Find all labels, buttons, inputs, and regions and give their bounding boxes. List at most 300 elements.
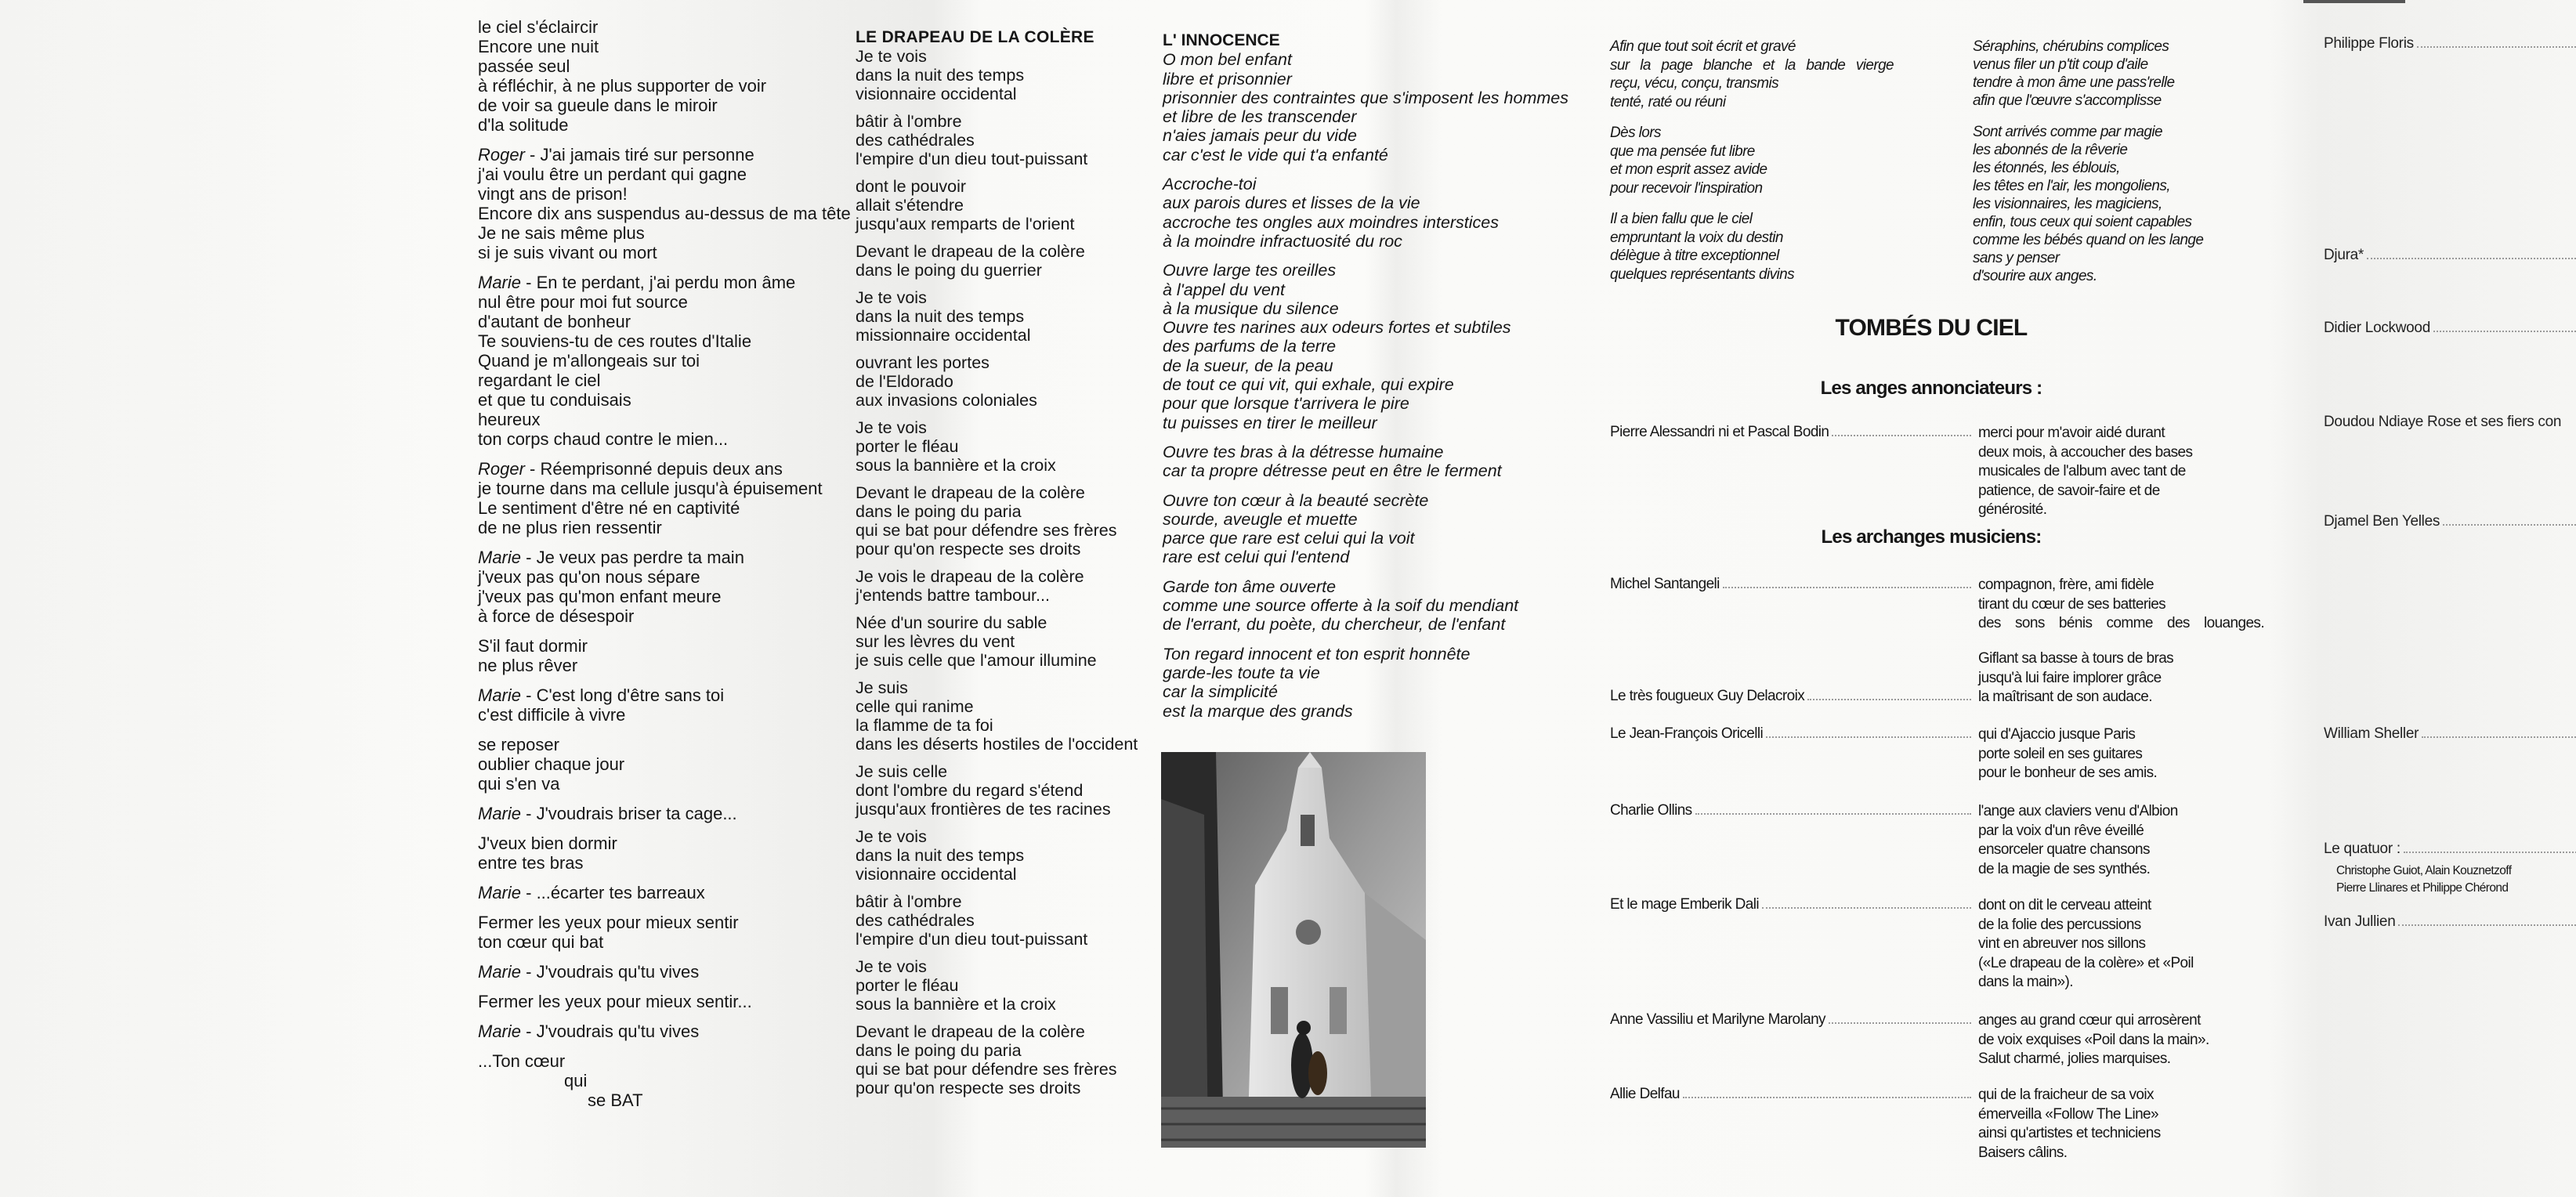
quartet-members bbox=[2336, 862, 2511, 897]
lyric-line: sur les lèvres du vent bbox=[856, 632, 1015, 651]
lyric-line: Je te vois bbox=[856, 827, 927, 846]
lyric-line: les étonnés, les éblouis, bbox=[1973, 160, 2120, 176]
lyric-line: ensorceler quatre chansons bbox=[1978, 841, 2150, 858]
lyric-line: jusqu'aux remparts de l'orient bbox=[856, 215, 1075, 233]
lyric-line: car ta propre détresse peut en être le ferment bbox=[1163, 461, 1502, 481]
credit-name-row bbox=[2324, 913, 2576, 931]
stanza bbox=[1163, 577, 1568, 635]
line-text: sur la page blanche et la bande vierge bbox=[1610, 56, 1894, 74]
dotted-leader bbox=[1762, 896, 1971, 909]
credit-name-row bbox=[2324, 320, 2576, 337]
lyric-line: ainsi qu'artistes et techniciens bbox=[1978, 1125, 2161, 1141]
lyric-line: empruntant la voix du destin bbox=[1610, 229, 1783, 246]
stanza bbox=[478, 883, 851, 902]
lyric-line: Giflant sa basse à tours de bras bbox=[1978, 650, 2174, 667]
lyric-line: si je suis vivant ou mort bbox=[478, 243, 657, 262]
dotted-leader bbox=[1695, 802, 1971, 815]
lyric-line: des cathédrales bbox=[856, 131, 975, 150]
stanza bbox=[856, 418, 1138, 475]
lyric-line: Afin que tout soit écrit et gravé bbox=[1610, 38, 1796, 55]
stanza bbox=[478, 1022, 851, 1041]
lyric-line: visionnaire occidental bbox=[856, 865, 1017, 884]
speaker-name: Marie bbox=[478, 273, 522, 292]
lyric-line: j'veux pas qu'on nous sépare bbox=[478, 567, 700, 587]
lyric-line: à l'appel du vent bbox=[1163, 280, 1285, 299]
credits-title: TOMBÉS DU CIEL bbox=[1835, 315, 2028, 341]
credit-name: Doudou Ndiaye Rose et ses fiers con bbox=[2324, 414, 2562, 430]
lyric-line: bâtir à l'ombre bbox=[856, 112, 962, 131]
credit-name-row bbox=[2324, 841, 2576, 858]
credit-name: Djura* bbox=[2324, 247, 2364, 263]
lyric-line: générosité. bbox=[1978, 501, 2047, 518]
line-text: - Réemprisonné depuis deux ans bbox=[524, 459, 783, 479]
dotted-leader bbox=[2443, 513, 2576, 526]
lyric-line: entre tes bras bbox=[478, 853, 584, 873]
lyric-line: Fermer les yeux pour mieux sentir... bbox=[478, 992, 752, 1011]
stanza bbox=[1610, 124, 1894, 197]
lyric-line: vint en abreuver nos sillons bbox=[1978, 935, 2146, 952]
lyric-line: dans la nuit des temps bbox=[856, 307, 1025, 326]
quartet-member-line: Pierre Llinares et Philippe Chérond bbox=[2336, 881, 2509, 895]
lyric-line: Je suis bbox=[856, 678, 908, 697]
lyric-line: patience, de savoir-faire et de bbox=[1978, 482, 2160, 499]
lyric-line: («Le drapeau de la colère» et «Poil bbox=[1978, 954, 2194, 971]
credit-name: Et le mage Emberik Dali bbox=[1610, 896, 1759, 913]
lyric-line: allait s'étendre bbox=[856, 196, 964, 215]
dotted-leader bbox=[2404, 841, 2576, 853]
credit-description bbox=[1978, 725, 2157, 783]
lyric-line: de l'errant, du poète, du chercheur, de l'enfant bbox=[1163, 615, 1506, 635]
lyric-line: compagnon, frère, ami fidèle bbox=[1978, 577, 2154, 593]
lyric-line: délègue à titre exceptionnel bbox=[1610, 248, 1779, 264]
line-text: - ...écarter tes barreaux bbox=[521, 883, 705, 902]
credit-name: Anne Vassiliu et Marilyne Marolany bbox=[1610, 1011, 1825, 1028]
lyric-line: heureux bbox=[478, 410, 541, 429]
lyric-line: ne plus rêver bbox=[478, 656, 578, 675]
lyric-line: de ne plus rien ressentir bbox=[478, 518, 662, 537]
credit-name-row bbox=[1610, 725, 1974, 743]
lyric-line: à réfléchir, à ne plus supporter de voir bbox=[478, 76, 767, 96]
lyric-line: Devant le drapeau de la colère bbox=[856, 1022, 1085, 1041]
lyric-line: pour recevoir l'inspiration bbox=[1610, 179, 1763, 197]
lyric-line: celle qui ranime bbox=[856, 697, 974, 716]
lyric-line: émerveilla «Follow The Line» bbox=[1978, 1105, 2158, 1123]
lyric-line: j'entends battre tambour... bbox=[856, 586, 1050, 605]
dotted-leader bbox=[1807, 688, 1971, 700]
lyric-line: Sont arrivés comme par magie bbox=[1973, 124, 2162, 140]
dotted-leader bbox=[1832, 424, 1971, 436]
lyric-line: Baisers câlins. bbox=[1978, 1144, 2068, 1161]
stanza bbox=[478, 913, 851, 952]
lyric-line: dans la nuit des temps bbox=[856, 66, 1025, 85]
lyric-line: deux mois, à accoucher des bases bbox=[1978, 443, 2193, 461]
stanza bbox=[478, 685, 851, 725]
credit-name-row bbox=[1610, 1086, 1974, 1103]
dotted-leader bbox=[1723, 576, 1971, 588]
lyric-line: dont l'ombre du regard s'étend bbox=[856, 781, 1084, 800]
lyric-line: porter le fléau bbox=[856, 976, 959, 995]
lyric-line bbox=[478, 273, 851, 292]
lyric-line: tenté, raté ou réuni bbox=[1610, 93, 1726, 110]
lyric-line: des cathédrales bbox=[856, 911, 975, 930]
credit-description bbox=[1978, 1086, 2161, 1163]
stanza bbox=[856, 1022, 1138, 1098]
lyric-line: qui s'en va bbox=[478, 774, 560, 794]
lyric-line: de la sueur, de la peau bbox=[1163, 356, 1333, 375]
lyric-line: Séraphins, chérubins complices bbox=[1973, 38, 2169, 55]
stanza bbox=[1973, 38, 2203, 110]
credit-name-row bbox=[1610, 688, 1974, 705]
lyric-line: Devant le drapeau de la colère bbox=[856, 242, 1085, 261]
speaker-name: Marie bbox=[478, 548, 522, 567]
stanza bbox=[856, 678, 1138, 754]
stanza bbox=[856, 242, 1138, 280]
line-text: - J'voudrais qu'tu vives bbox=[521, 1022, 700, 1041]
lyric-line: aux invasions coloniales bbox=[856, 391, 1037, 410]
lyric-line: vingt ans de prison! bbox=[478, 184, 628, 204]
lyric-line bbox=[478, 685, 851, 705]
lyric-line: Garde ton âme ouverte bbox=[1163, 577, 1337, 596]
lyric-line: quelques représentants divins bbox=[1610, 266, 1795, 283]
lyric-line: afin que l'œuvre s'accomplisse bbox=[1973, 92, 2162, 109]
stanza bbox=[856, 762, 1138, 819]
lyric-line: Le sentiment d'être né en captivité bbox=[478, 498, 740, 518]
lyric-line: sourde, aveugle et muette bbox=[1163, 509, 1358, 529]
lyric-line: Ouvre tes bras à la détresse humaine bbox=[1163, 442, 1444, 461]
lyric-line: garde-les toute ta vie bbox=[1163, 663, 1320, 682]
stanza bbox=[1163, 491, 1568, 567]
stanza bbox=[478, 992, 851, 1011]
credit-name: Didier Lockwood bbox=[2324, 320, 2430, 336]
lyric-line: d'la solitude bbox=[478, 115, 569, 135]
lyric-line: ...Ton cœur bbox=[478, 1051, 566, 1071]
credit-name: Djamel Ben Yelles bbox=[2324, 513, 2440, 530]
speaker-name: Marie bbox=[478, 883, 522, 902]
lyric-line: les têtes en l'air, les mongoliens, bbox=[1973, 178, 2170, 194]
dotted-leader bbox=[1683, 1086, 1971, 1098]
stanza bbox=[1163, 645, 1568, 721]
stanza bbox=[856, 353, 1138, 410]
lyric-line: se reposer bbox=[478, 735, 559, 754]
lyric-line: passée seul bbox=[478, 56, 570, 76]
credit-description bbox=[1978, 576, 2264, 634]
lyric-line: de la magie de ses synthés. bbox=[1978, 860, 2151, 877]
lyric-line: dans le poing du paria bbox=[856, 502, 1022, 521]
lyric-line bbox=[478, 883, 851, 902]
dotted-leader bbox=[2398, 913, 2576, 926]
lyric-line: enfin, tous ceux qui soient capables bbox=[1973, 214, 2192, 230]
dotted-leader bbox=[2433, 320, 2576, 332]
lyric-line: sans y penser bbox=[1973, 250, 2060, 266]
dotted-leader bbox=[1829, 1011, 1971, 1024]
lyric-line: ouvrant les portes bbox=[856, 353, 990, 372]
lyric-line: bâtir à l'ombre bbox=[856, 892, 962, 911]
lyric-line: dont le pouvoir bbox=[856, 177, 967, 196]
credit-name: Philippe Floris bbox=[2324, 35, 2414, 52]
lyric-line: n'aies jamais peur du vide bbox=[1163, 126, 1357, 146]
lyric-line bbox=[478, 804, 851, 823]
credit-name: Michel Santangeli bbox=[1610, 576, 1720, 592]
lyric-line: l'empire d'un dieu tout-puissant bbox=[856, 930, 1088, 949]
lyric-line: porter le fléau bbox=[856, 437, 959, 456]
dotted-leader bbox=[2422, 725, 2576, 738]
song-title: L' INNOCENCE bbox=[1163, 31, 1280, 49]
lyric-line: aux parois dures et lisses de la vie bbox=[1163, 193, 1420, 213]
lyric-line: Quand je m'allongeais sur toi bbox=[478, 351, 700, 371]
lyric-line: les visionnaires, les magiciens, bbox=[1973, 196, 2162, 212]
lyric-line bbox=[478, 145, 851, 165]
lyric-line: l'ange aux claviers venu d'Albion bbox=[1978, 803, 2178, 819]
heralds-heading: Les anges annonciateurs : bbox=[1820, 378, 2042, 399]
stanza bbox=[1163, 50, 1568, 165]
lyric-line: qui se bat pour défendre ses frères bbox=[856, 1060, 1117, 1079]
lyric-line: de tout ce qui vit, qui exhale, qui expire bbox=[1163, 375, 1454, 395]
lyric-line: musicales de l'album avec tant de bbox=[1978, 463, 2186, 479]
line-text: - J'voudrais qu'tu vives bbox=[521, 962, 700, 982]
credit-name: Pierre Alessandri ni et Pascal Bodin bbox=[1610, 424, 1829, 440]
lyric-line: que ma pensée fut libre bbox=[1610, 143, 1755, 160]
speaker-name: Roger bbox=[478, 145, 525, 165]
lyric-line: Je te vois bbox=[856, 47, 927, 66]
line-text: des sons bénis comme des louanges. bbox=[1978, 615, 2264, 631]
lyric-line: le ciel s'éclaircir bbox=[478, 17, 599, 37]
lyric-line: à la moindre infractuosité du roc bbox=[1163, 231, 1402, 251]
line-text: - En te perdant, j'ai perdu mon âme bbox=[521, 273, 796, 292]
stanza bbox=[1163, 261, 1568, 432]
lyric-line: tirant du cœur de ses batteries bbox=[1978, 595, 2166, 613]
lyric-line: porte soleil en ses guitares bbox=[1978, 745, 2143, 762]
lyric-line: qui d'Ajaccio jusque Paris bbox=[1978, 726, 2136, 743]
lyric-line: regardant le ciel bbox=[478, 371, 601, 390]
line-text: qui bbox=[564, 1071, 588, 1090]
lyric-line: ton corps chaud contre le mien... bbox=[478, 429, 729, 449]
lyric-line: dans la main»). bbox=[1978, 974, 2073, 990]
lyric-line: visionnaire occidental bbox=[856, 85, 1017, 103]
stanza bbox=[856, 112, 1138, 168]
lyric-line: Ouvre large tes oreilles bbox=[1163, 261, 1337, 280]
stanza bbox=[856, 288, 1138, 345]
lyric-line: dans la nuit des temps bbox=[856, 846, 1025, 865]
dotted-leader bbox=[1766, 725, 1971, 738]
lyric-line: Encore une nuit bbox=[478, 37, 599, 56]
lyric-line: d'autant de bonheur bbox=[478, 312, 631, 331]
lyric-line: dans le poing du guerrier bbox=[856, 261, 1042, 280]
lyric-line: tu puisses en tirer le meilleur bbox=[1163, 413, 1377, 432]
church-photo bbox=[1161, 752, 1426, 1148]
stanza bbox=[478, 636, 851, 675]
lyric-line: J'veux bien dormir bbox=[478, 834, 617, 853]
lyric-line: comme une source offerte à la soif du mendiant bbox=[1163, 596, 1519, 616]
lyric-line: Encore dix ans suspendus au-dessus de ma tête bbox=[478, 204, 851, 223]
lyric-line: Née d'un sourire du sable bbox=[856, 613, 1047, 632]
credit-name-row bbox=[1610, 424, 1974, 441]
lyric-line: nul être pour moi fut source bbox=[478, 292, 688, 312]
credit-name-row bbox=[1610, 896, 1974, 913]
lyric-line: merci pour m'avoir aidé durant bbox=[1978, 425, 2165, 441]
lyric-line: parce que rare est celui qui la voit bbox=[1163, 529, 1415, 548]
stanza bbox=[1610, 210, 1894, 284]
lyric-line: Accroche-toi bbox=[1163, 175, 1257, 194]
lyric-line: car la simplicité bbox=[1163, 682, 1278, 702]
lyric-line: et mon esprit assez avide bbox=[1610, 161, 1767, 178]
line-text: - Je veux pas perdre ta main bbox=[521, 548, 744, 567]
lyric-line: pour qu'on respecte ses droits bbox=[856, 540, 1081, 559]
credit-name: Le Jean-François Oricelli bbox=[1610, 725, 1764, 742]
lyrics-le-drapeau-de-la-colere bbox=[856, 28, 1138, 1106]
lyric-line: à force de désespoir bbox=[478, 606, 635, 626]
stanza bbox=[856, 177, 1138, 233]
speaker-name: Marie bbox=[478, 685, 522, 705]
lyric-line: prisonnier des contraintes que s'imposent les hommes bbox=[1163, 88, 1568, 107]
lyric-line: Dès lors bbox=[1610, 125, 1661, 141]
credit-name-row bbox=[2324, 35, 2576, 52]
lyric-line: j'veux pas qu'mon enfant meure bbox=[478, 587, 722, 606]
lyric-line bbox=[478, 1090, 851, 1110]
lyric-line: sous la bannière et la croix bbox=[856, 995, 1056, 1014]
lyric-line: rare est celui qui l'entend bbox=[1163, 548, 1350, 567]
stanza bbox=[1163, 175, 1568, 251]
stanza bbox=[856, 613, 1138, 670]
stanza bbox=[478, 17, 851, 135]
lyric-line bbox=[478, 548, 851, 567]
lyric-line: des parfums de la terre bbox=[1163, 337, 1337, 356]
credit-name-row bbox=[2324, 725, 2576, 743]
lyric-line bbox=[478, 962, 851, 982]
dedication-poem-left bbox=[1610, 38, 1894, 296]
credit-name-row bbox=[2324, 513, 2576, 530]
lyric-line: de l'Eldorado bbox=[856, 372, 953, 391]
lyric-line: libre et prisonnier bbox=[1163, 69, 1292, 89]
lyric-line: Te souviens-tu de ces routes d'Italie bbox=[478, 331, 752, 351]
lyric-line: Ton regard innocent et ton esprit honnête bbox=[1163, 644, 1471, 664]
lyric-line: de voir sa gueule dans le miroir bbox=[478, 96, 718, 115]
lyric-line: anges au grand cœur qui arrosèrent bbox=[1978, 1012, 2201, 1029]
scan-edge bbox=[2303, 0, 2405, 3]
stanza bbox=[856, 567, 1138, 605]
lyric-line: Je vois le drapeau de la colère bbox=[856, 567, 1084, 586]
lyric-line: la maîtrisant de son audace. bbox=[1978, 689, 2152, 705]
credit-name-row bbox=[1610, 1011, 1974, 1029]
credit-name: Allie Delfau bbox=[1610, 1086, 1680, 1102]
lyric-line: dont on dit le cerveau atteint bbox=[1978, 897, 2151, 913]
stanza bbox=[1973, 123, 2203, 285]
line-text: - J'ai jamais tiré sur personne bbox=[524, 145, 754, 165]
credit-name-row bbox=[2324, 414, 2576, 431]
lyric-line: et libre de les transcender bbox=[1163, 107, 1357, 127]
lyric-line: qui se bat pour défendre ses frères bbox=[856, 521, 1117, 540]
lyric-line bbox=[478, 1022, 851, 1041]
credit-description bbox=[1978, 424, 2192, 520]
lyric-line: les abonnés de la rêverie bbox=[1973, 142, 2128, 158]
lyric-line: la flamme de ta foi bbox=[856, 716, 993, 735]
lyrics-l-innocence bbox=[1163, 31, 1568, 731]
lyric-line: Fermer les yeux pour mieux sentir bbox=[478, 913, 739, 932]
stanza bbox=[478, 804, 851, 823]
lyric-line: missionnaire occidental bbox=[856, 326, 1031, 345]
speaker-name: Marie bbox=[478, 804, 522, 823]
stanza bbox=[478, 735, 851, 794]
lyric-line: pour le bonheur de ses amis. bbox=[1978, 765, 2158, 781]
speaker-name: Roger bbox=[478, 459, 525, 479]
lyric-line: d'sourire aux anges. bbox=[1973, 268, 2097, 284]
lyric-line: qui de la fraicheur de sa voix bbox=[1978, 1087, 2154, 1103]
stanza bbox=[856, 957, 1138, 1014]
lyric-line bbox=[478, 459, 851, 479]
lyric-line: Il a bien fallu que le ciel bbox=[1610, 211, 1753, 227]
credit-name: Le très fougueux Guy Delacroix bbox=[1610, 688, 1805, 704]
credit-name: William Sheller bbox=[2324, 725, 2419, 742]
musicians-heading: Les archanges musiciens: bbox=[1821, 526, 2042, 548]
stanza bbox=[856, 47, 1138, 103]
lyric-line: ton cœur qui bat bbox=[478, 932, 604, 952]
lyric-line: Ouvre ton cœur à la beauté secrète bbox=[1163, 490, 1429, 510]
credit-name: Le quatuor : bbox=[2324, 841, 2401, 857]
lyric-line: Je suis celle bbox=[856, 762, 948, 781]
speaker-name: Marie bbox=[478, 1022, 522, 1041]
credit-description bbox=[1978, 896, 2194, 993]
lyric-line: j'ai voulu être un perdant qui gagne bbox=[478, 165, 747, 184]
credit-name-row bbox=[2324, 247, 2576, 264]
lyric-line: Je ne sais même plus bbox=[478, 223, 645, 243]
lyric-line: sous la bannière et la croix bbox=[856, 456, 1056, 475]
stanza bbox=[1163, 443, 1568, 481]
stanza bbox=[856, 483, 1138, 559]
stanza bbox=[478, 145, 851, 262]
credit-name: Charlie Ollins bbox=[1610, 802, 1692, 819]
lyric-line: comme les bébés quand on les lange bbox=[1973, 232, 2204, 248]
lyric-line: par la voix d'un rêve éveillé bbox=[1978, 822, 2144, 839]
lyric-line: de voix exquises «Poil dans la main». bbox=[1978, 1031, 2209, 1048]
lyric-line: je suis celle que l'amour illumine bbox=[856, 651, 1097, 670]
lyric-line: car c'est le vide qui t'a enfanté bbox=[1163, 145, 1388, 165]
credit-description bbox=[1978, 1011, 2209, 1069]
lyric-line: Je te vois bbox=[856, 957, 927, 976]
credit-name-row bbox=[1610, 802, 1974, 819]
lyric-line: c'est difficile à vivre bbox=[478, 705, 626, 725]
lyric-line: O mon bel enfant bbox=[1163, 50, 1292, 70]
lyric-line: l'empire d'un dieu tout-puissant bbox=[856, 150, 1088, 168]
quartet-member-line: Christophe Guiot, Alain Kouznetzoff bbox=[2336, 864, 2512, 877]
lyric-line bbox=[1610, 56, 1894, 75]
lyric-line: dans le poing du paria bbox=[856, 1041, 1022, 1060]
lyric-line: jusqu'aux frontières de tes racines bbox=[856, 800, 1111, 819]
song-title: LE DRAPEAU DE LA COLÈRE bbox=[856, 28, 1094, 46]
credit-description bbox=[1978, 802, 2178, 879]
lyric-line: Ouvre tes narines aux odeurs fortes et subtiles bbox=[1163, 318, 1511, 338]
lyric-line: à la musique du silence bbox=[1163, 298, 1339, 318]
lyric-line: jusqu'à lui faire implorer grâce bbox=[1978, 669, 2162, 686]
lyric-line: S'il faut dormir bbox=[478, 636, 588, 656]
lyric-line bbox=[478, 1071, 851, 1090]
line-text: - C'est long d'être sans toi bbox=[521, 685, 725, 705]
credit-name-row bbox=[1610, 576, 1974, 593]
stanza bbox=[478, 1051, 851, 1110]
lyric-line: oublier chaque jour bbox=[478, 754, 625, 774]
lyric-line: de la folie des percussions bbox=[1978, 916, 2141, 933]
lyric-line: Je te vois bbox=[856, 288, 927, 307]
stanza bbox=[856, 827, 1138, 884]
lyric-line bbox=[1978, 614, 2264, 634]
dotted-leader bbox=[2417, 35, 2576, 48]
lyric-line: dans les déserts hostiles de l'occident bbox=[856, 735, 1138, 754]
lyric-line: accroche tes ongles aux moindres interstices bbox=[1163, 212, 1500, 232]
dotted-leader bbox=[2367, 247, 2576, 259]
lyric-line: et que tu conduisais bbox=[478, 390, 631, 410]
dedication-poem-right bbox=[1973, 38, 2203, 298]
lyric-line: je tourne dans ma cellule jusqu'à épuisement bbox=[478, 479, 823, 498]
lyric-line: Devant le drapeau de la colère bbox=[856, 483, 1085, 502]
lyric-line: Je te vois bbox=[856, 418, 927, 437]
